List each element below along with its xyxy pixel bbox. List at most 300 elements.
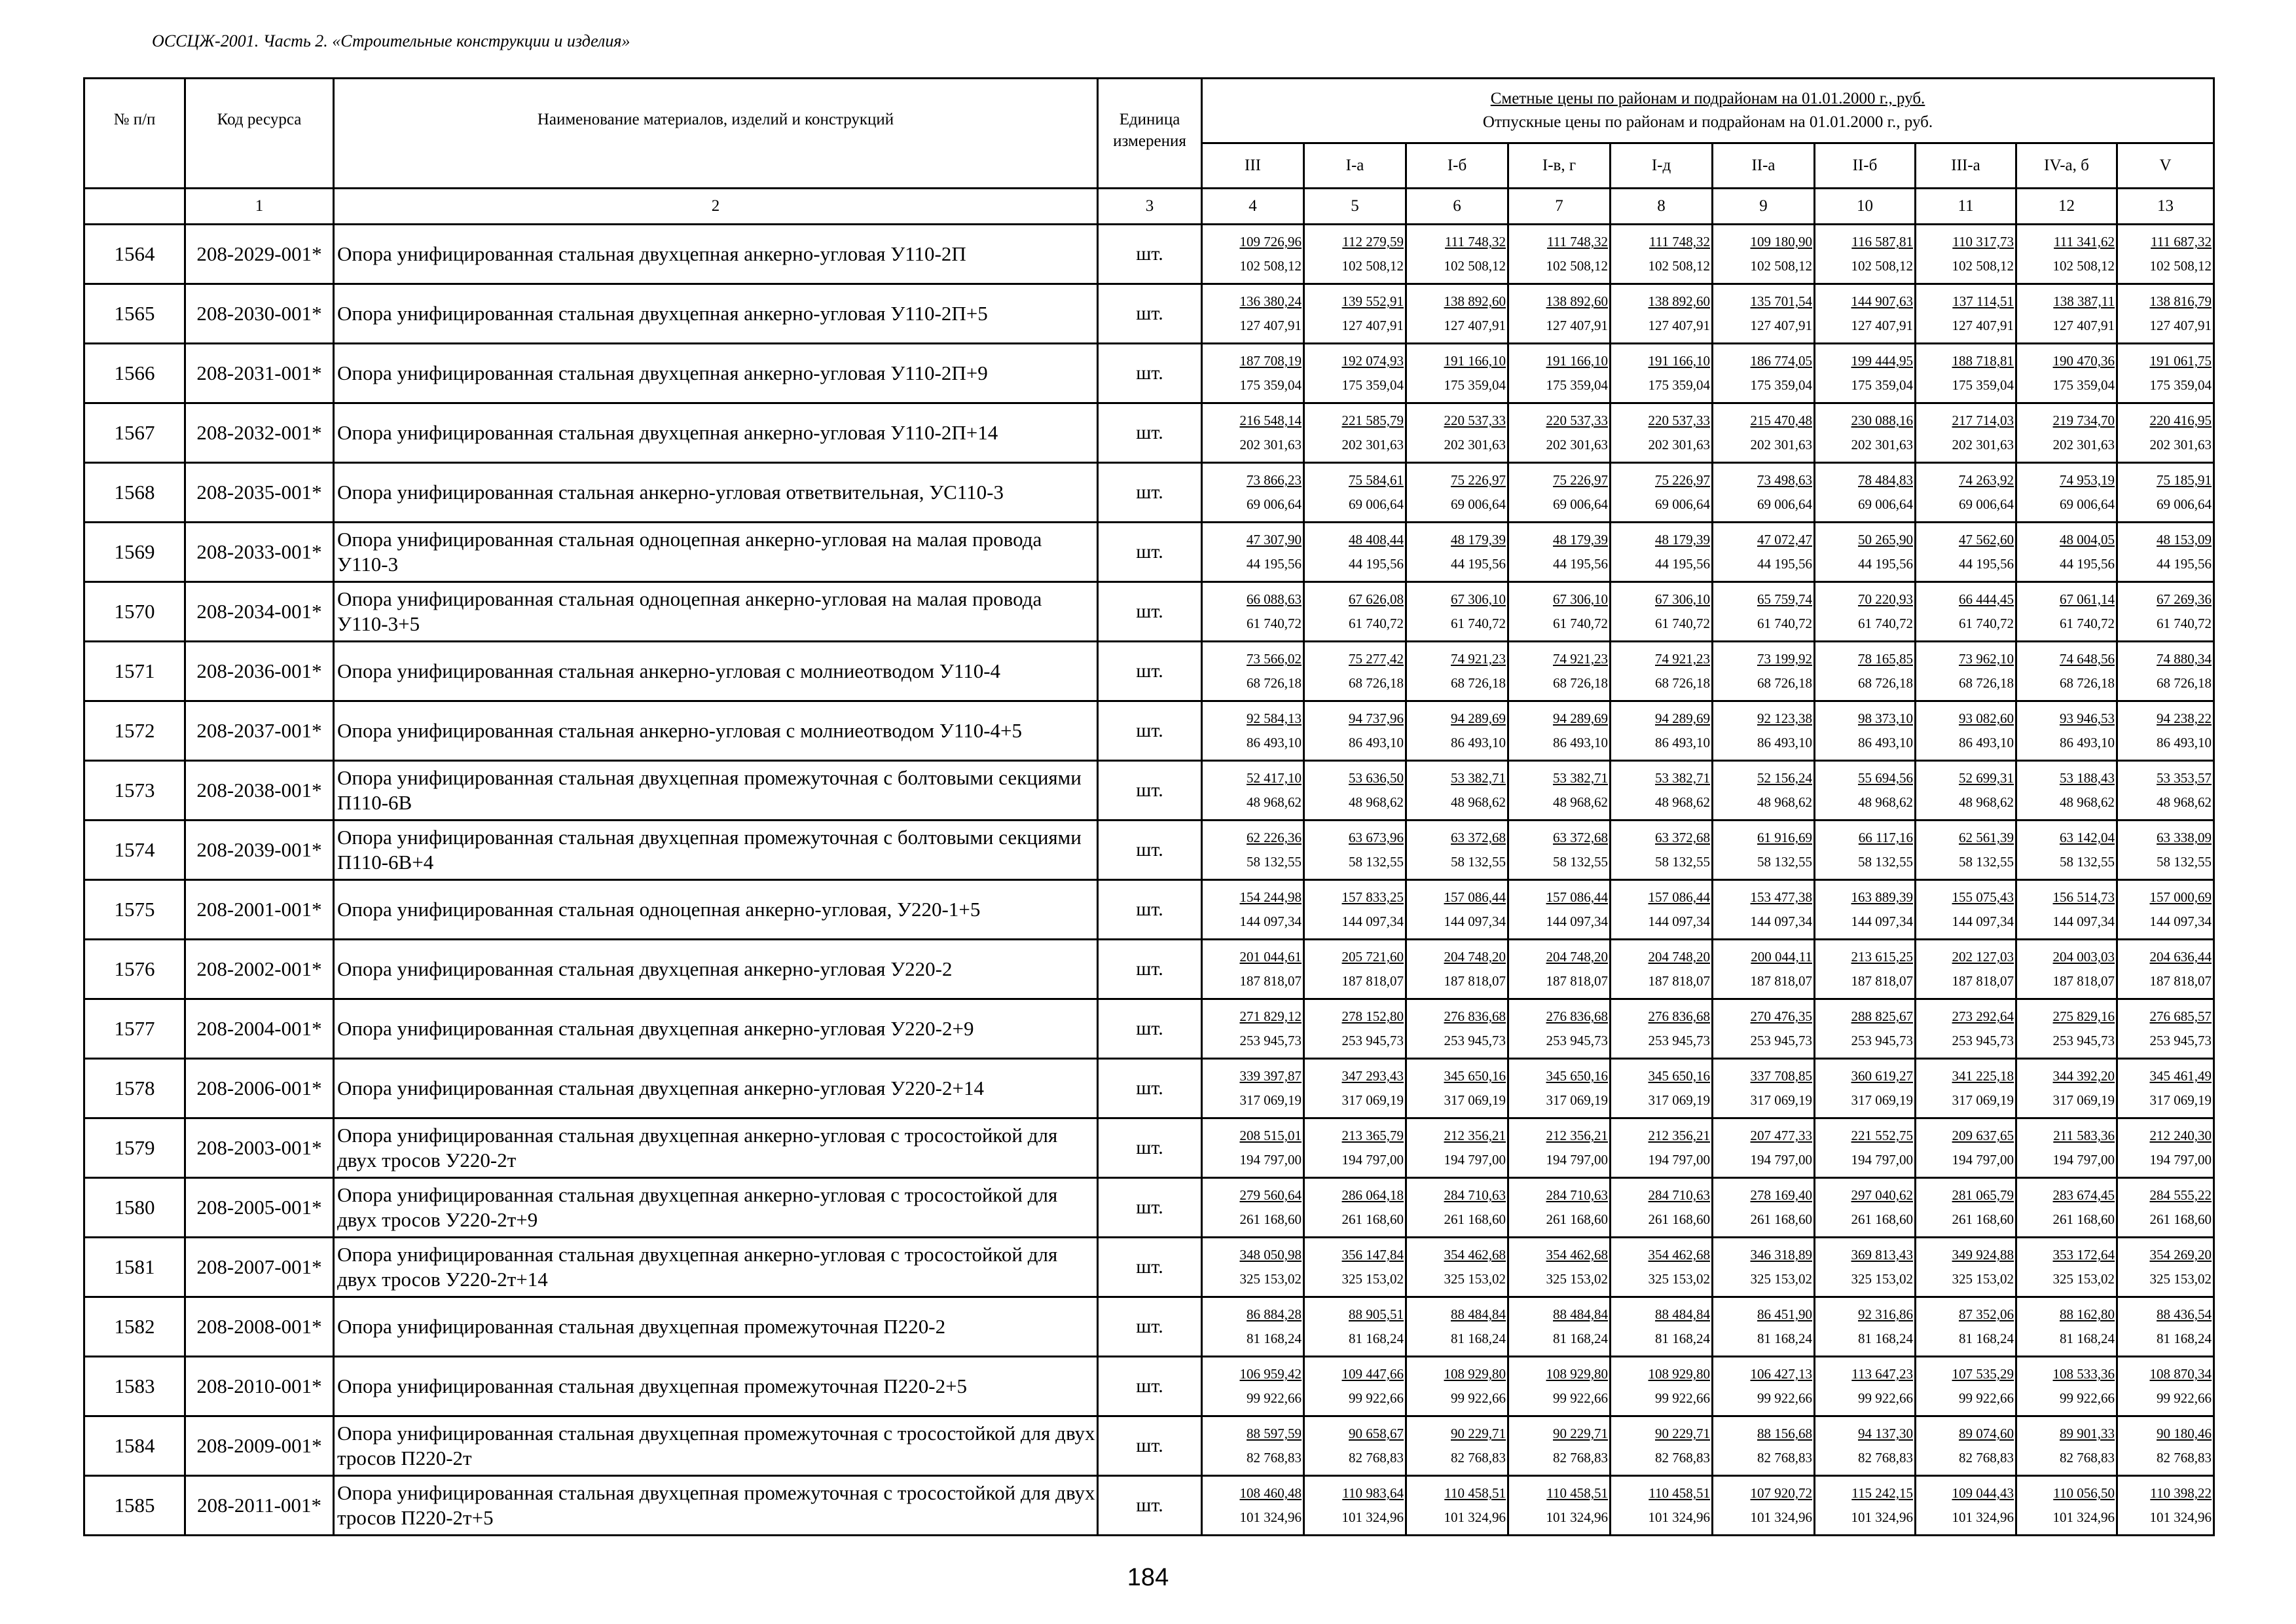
price-cell (1202, 403, 1304, 463)
price-cell (1713, 463, 1815, 523)
resource-code: 208-2010-001* (185, 1357, 334, 1416)
price-cell (2117, 225, 2214, 284)
price-cell (1611, 940, 1713, 999)
price-cell (1713, 761, 1815, 821)
price-cell (1713, 1476, 1815, 1536)
header-prices-estimate: Сметные цены по районам и подрайонам на 01.01.2000 г., руб. (1490, 89, 1925, 107)
estimate-price: 137 114,51 (1952, 293, 2014, 310)
release-price: 175 359,04 (2149, 377, 2212, 393)
release-price: 253 945,73 (1341, 1033, 1404, 1048)
estimate-price: 349 924,88 (1952, 1247, 2014, 1263)
estimate-price: 86 884,28 (1247, 1306, 1302, 1323)
price-cell (1815, 1238, 1916, 1297)
table-row (84, 821, 2214, 880)
price-cell (1406, 999, 1508, 1059)
release-price: 82 768,83 (1451, 1450, 1506, 1466)
price-cell (1815, 880, 1916, 940)
price-cell (1508, 1357, 1611, 1416)
release-price: 99 922,66 (1553, 1390, 1608, 1406)
estimate-price: 74 921,23 (1451, 651, 1506, 667)
price-cell (1713, 225, 1815, 284)
estimate-price: 88 484,84 (1655, 1306, 1710, 1323)
estimate-price: 88 436,54 (2157, 1306, 2212, 1323)
price-cell (1508, 403, 1611, 463)
price-cell (1713, 1118, 1815, 1178)
estimate-price: 67 306,10 (1451, 591, 1506, 608)
price-cell (2117, 1357, 2214, 1416)
price-cell (2016, 821, 2117, 880)
unit-of-measure: шт. (1098, 880, 1202, 940)
estimate-price: 284 710,63 (1444, 1187, 1506, 1204)
release-price: 261 168,60 (1648, 1211, 1710, 1227)
resource-code: 208-2030-001* (185, 284, 334, 344)
resource-code: 208-2037-001* (185, 701, 334, 761)
estimate-price: 90 180,46 (2157, 1426, 2212, 1442)
estimate-price: 67 626,08 (1349, 591, 1404, 608)
estimate-price: 108 460,48 (1239, 1485, 1302, 1502)
release-price: 86 493,10 (2060, 735, 2115, 750)
price-cell (1202, 225, 1304, 284)
header-region: V (2117, 143, 2214, 189)
price-cell (1815, 403, 1916, 463)
release-price: 99 922,66 (1959, 1390, 2014, 1406)
row-number: 1580 (84, 1178, 185, 1238)
row-number: 1582 (84, 1297, 185, 1357)
release-price: 48 968,62 (1349, 794, 1404, 810)
estimate-price: 204 003,03 (2052, 949, 2115, 965)
price-cell (1508, 284, 1611, 344)
release-price: 202 301,63 (1341, 437, 1404, 452)
item-name: Опора унифицированная стальная двухцепная анкерно-угловая У110-2П+5 (334, 284, 1098, 344)
estimate-price: 88 162,80 (2060, 1306, 2115, 1323)
release-price: 61 740,72 (1858, 616, 1913, 631)
estimate-price: 270 476,35 (1750, 1008, 1812, 1025)
release-price: 187 818,07 (2052, 973, 2115, 989)
estimate-price: 191 166,10 (1648, 353, 1710, 369)
release-price: 102 508,12 (1546, 258, 1608, 274)
release-price: 325 153,02 (1851, 1271, 1913, 1287)
unit-of-measure: шт. (1098, 701, 1202, 761)
column-number-blank (84, 189, 185, 225)
estimate-price: 275 829,16 (2052, 1008, 2115, 1025)
release-price: 58 132,55 (1959, 854, 2014, 870)
release-price: 82 768,83 (2060, 1450, 2115, 1466)
table-row (84, 761, 2214, 821)
estimate-price: 138 387,11 (2053, 293, 2115, 310)
price-cell (1202, 940, 1304, 999)
price-cell (1713, 344, 1815, 403)
price-cell (1406, 463, 1508, 523)
release-price: 81 168,24 (1247, 1331, 1302, 1346)
row-number: 1572 (84, 701, 185, 761)
release-price: 69 006,64 (1553, 496, 1608, 512)
release-price: 69 006,64 (2060, 496, 2115, 512)
price-cell (2117, 940, 2214, 999)
price-cell (1916, 1476, 2016, 1536)
price-cell (2016, 701, 2117, 761)
release-price: 202 301,63 (1648, 437, 1710, 452)
estimate-price: 74 880,34 (2157, 651, 2212, 667)
price-cell (1916, 701, 2016, 761)
resource-code: 208-2033-001* (185, 523, 334, 582)
estimate-price: 63 372,68 (1553, 830, 1608, 846)
price-cell (1815, 284, 1916, 344)
release-price: 325 153,02 (1444, 1271, 1506, 1287)
release-price: 202 301,63 (2149, 437, 2212, 452)
estimate-price: 67 306,10 (1553, 591, 1608, 608)
price-cell (1406, 1357, 1508, 1416)
release-price: 325 153,02 (1239, 1271, 1302, 1287)
release-price: 69 006,64 (1451, 496, 1506, 512)
release-price: 261 168,60 (1546, 1211, 1608, 1227)
release-price: 194 797,00 (1239, 1152, 1302, 1168)
release-price: 81 168,24 (1451, 1331, 1506, 1346)
price-cell (1713, 1238, 1815, 1297)
table-row (84, 880, 2214, 940)
estimate-price: 48 004,05 (2060, 532, 2115, 548)
estimate-price: 92 584,13 (1247, 710, 1302, 727)
item-name: Опора унифицированная стальная двухцепная анкерно-угловая У110-2П+9 (334, 344, 1098, 403)
item-name: Опора унифицированная стальная двухцепная анкерно-угловая У220-2 (334, 940, 1098, 999)
price-cell (1304, 701, 1406, 761)
page-number: 184 (1127, 1564, 1169, 1591)
price-cell (2117, 463, 2214, 523)
estimate-price: 53 188,43 (2060, 770, 2115, 786)
release-price: 187 818,07 (1648, 973, 1710, 989)
release-price: 101 324,96 (2052, 1509, 2115, 1525)
release-price: 102 508,12 (1851, 258, 1913, 274)
estimate-price: 136 380,24 (1239, 293, 1302, 310)
estimate-price: 65 759,74 (1757, 591, 1812, 608)
header-name: Наименование материалов, изделий и конструкций (334, 79, 1098, 189)
estimate-price: 73 199,92 (1757, 651, 1812, 667)
release-price: 61 740,72 (1451, 616, 1506, 631)
release-price: 44 195,56 (1349, 556, 1404, 572)
release-price: 202 301,63 (1444, 437, 1506, 452)
resource-code: 208-2003-001* (185, 1118, 334, 1178)
release-price: 261 168,60 (1952, 1211, 2014, 1227)
release-price: 69 006,64 (1247, 496, 1302, 512)
price-cell (1916, 880, 2016, 940)
estimate-price: 74 648,56 (2060, 651, 2115, 667)
estimate-price: 47 562,60 (1959, 532, 2014, 548)
table-row (84, 463, 2214, 523)
price-cell (1202, 642, 1304, 701)
estimate-price: 157 086,44 (1648, 889, 1710, 906)
release-price: 261 168,60 (1444, 1211, 1506, 1227)
estimate-price: 273 292,64 (1952, 1008, 2014, 1025)
release-price: 317 069,19 (1239, 1092, 1302, 1108)
estimate-price: 186 774,05 (1750, 353, 1812, 369)
table-row (84, 1416, 2214, 1476)
price-cell (1611, 821, 1713, 880)
estimate-price: 108 929,80 (1444, 1366, 1506, 1382)
item-name: Опора унифицированная стальная двухцепная анкерно-угловая У220-2+14 (334, 1059, 1098, 1118)
row-number: 1564 (84, 225, 185, 284)
header-code: Код ресурса (185, 79, 334, 189)
release-price: 44 195,56 (1858, 556, 1913, 572)
price-cell (2117, 642, 2214, 701)
estimate-price: 345 650,16 (1444, 1068, 1506, 1084)
release-price: 61 740,72 (1757, 616, 1812, 631)
price-cell (1406, 1476, 1508, 1536)
price-cell (1508, 1118, 1611, 1178)
price-cell (1406, 642, 1508, 701)
release-price: 58 132,55 (1451, 854, 1506, 870)
table-row (84, 1476, 2214, 1536)
resource-code: 208-2011-001* (185, 1476, 334, 1536)
row-number: 1585 (84, 1476, 185, 1536)
price-cell (1713, 284, 1815, 344)
price-cell (1508, 999, 1611, 1059)
release-price: 127 407,91 (1546, 318, 1608, 333)
estimate-price: 191 166,10 (1546, 353, 1608, 369)
header-region: I-б (1406, 143, 1508, 189)
release-price: 99 922,66 (1247, 1390, 1302, 1406)
price-cell (1304, 1059, 1406, 1118)
release-price: 187 818,07 (1239, 973, 1302, 989)
estimate-price: 94 289,69 (1553, 710, 1608, 727)
release-price: 187 818,07 (1341, 973, 1404, 989)
price-cell (1916, 403, 2016, 463)
release-price: 81 168,24 (1757, 1331, 1812, 1346)
release-price: 81 168,24 (2157, 1331, 2212, 1346)
price-cell (2016, 1238, 2117, 1297)
item-name: Опора унифицированная стальная двухцепная анкерно-угловая У110-2П+14 (334, 403, 1098, 463)
estimate-price: 200 044,11 (1751, 949, 1812, 965)
estimate-price: 47 307,90 (1247, 532, 1302, 548)
estimate-price: 345 650,16 (1546, 1068, 1608, 1084)
resource-code: 208-2031-001* (185, 344, 334, 403)
header-no: № п/п (84, 79, 185, 189)
estimate-price: 106 959,42 (1239, 1366, 1302, 1382)
price-cell (1508, 880, 1611, 940)
estimate-price: 66 117,16 (1858, 830, 1913, 846)
price-cell (1304, 1416, 1406, 1476)
unit-of-measure: шт. (1098, 1238, 1202, 1297)
row-number: 1575 (84, 880, 185, 940)
price-cell (2117, 1118, 2214, 1178)
unit-of-measure: шт. (1098, 1416, 1202, 1476)
release-price: 68 726,18 (1349, 675, 1404, 691)
release-price: 86 493,10 (1247, 735, 1302, 750)
price-cell (1304, 1238, 1406, 1297)
price-cell (1611, 403, 1713, 463)
price-cell (1815, 463, 1916, 523)
price-cell (2016, 999, 2117, 1059)
release-price: 253 945,73 (1750, 1033, 1812, 1048)
price-cell (1815, 344, 1916, 403)
price-cell (1611, 344, 1713, 403)
estimate-price: 188 718,81 (1952, 353, 2014, 369)
price-cell (1611, 1059, 1713, 1118)
item-name: Опора унифицированная стальная анкерно-угловая ответвительная, УС110-3 (334, 463, 1098, 523)
estimate-price: 212 356,21 (1444, 1128, 1506, 1144)
price-cell (1406, 821, 1508, 880)
estimate-price: 297 040,62 (1851, 1187, 1913, 1204)
price-cell (1815, 225, 1916, 284)
estimate-price: 55 694,56 (1858, 770, 1913, 786)
item-name: Опора унифицированная стальная двухцепная анкерно-угловая с тросостойкой для двух тросов У220-2т+9 (334, 1178, 1098, 1238)
estimate-price: 74 921,23 (1655, 651, 1710, 667)
price-cell (1916, 1297, 2016, 1357)
estimate-price: 138 816,79 (2149, 293, 2212, 310)
release-price: 48 968,62 (1858, 794, 1913, 810)
release-price: 82 768,83 (1349, 1450, 1404, 1466)
price-cell (1815, 1476, 1916, 1536)
release-price: 69 006,64 (2157, 496, 2212, 512)
estimate-price: 155 075,43 (1952, 889, 2014, 906)
price-cell (1304, 1297, 1406, 1357)
release-price: 99 922,66 (2157, 1390, 2212, 1406)
estimate-price: 220 537,33 (1648, 413, 1710, 429)
estimate-price: 360 619,27 (1851, 1068, 1913, 1084)
row-number: 1581 (84, 1238, 185, 1297)
release-price: 101 324,96 (1952, 1509, 2014, 1525)
release-price: 175 359,04 (1239, 377, 1302, 393)
column-number: 1 (185, 189, 334, 225)
release-price: 325 153,02 (1546, 1271, 1608, 1287)
price-cell (1713, 642, 1815, 701)
price-cell (1611, 642, 1713, 701)
estimate-price: 63 142,04 (2060, 830, 2115, 846)
price-cell (1916, 582, 2016, 642)
release-price: 44 195,56 (1655, 556, 1710, 572)
estimate-price: 157 086,44 (1546, 889, 1608, 906)
price-cell (1202, 1059, 1304, 1118)
estimate-price: 89 901,33 (2060, 1426, 2115, 1442)
release-price: 44 195,56 (2157, 556, 2212, 572)
release-price: 86 493,10 (1553, 735, 1608, 750)
price-cell (2016, 523, 2117, 582)
price-cell (1304, 761, 1406, 821)
price-cell (2117, 1238, 2214, 1297)
estimate-price: 74 921,23 (1553, 651, 1608, 667)
estimate-price: 213 365,79 (1341, 1128, 1404, 1144)
estimate-price: 50 265,90 (1858, 532, 1913, 548)
row-number: 1567 (84, 403, 185, 463)
estimate-price: 75 584,61 (1349, 472, 1404, 489)
item-name: Опора унифицированная стальная анкерно-угловая с молниеотводом У110-4+5 (334, 701, 1098, 761)
estimate-price: 75 226,97 (1451, 472, 1506, 489)
estimate-price: 204 748,20 (1546, 949, 1608, 965)
release-price: 99 922,66 (1451, 1390, 1506, 1406)
price-cell (1406, 940, 1508, 999)
estimate-price: 92 316,86 (1858, 1306, 1913, 1323)
price-cell (2016, 1178, 2117, 1238)
price-cell (1916, 1357, 2016, 1416)
price-cell (1916, 225, 2016, 284)
release-price: 58 132,55 (1553, 854, 1608, 870)
row-number: 1579 (84, 1118, 185, 1178)
header-prices (1202, 79, 2214, 143)
price-cell (1815, 701, 1916, 761)
table-row (84, 1178, 2214, 1238)
price-cell (1815, 1416, 1916, 1476)
release-price: 61 740,72 (1553, 616, 1608, 631)
unit-of-measure: шт. (1098, 999, 1202, 1059)
estimate-price: 62 561,39 (1959, 830, 2014, 846)
release-price: 48 968,62 (1655, 794, 1710, 810)
price-cell (1304, 940, 1406, 999)
header-region: III (1202, 143, 1304, 189)
estimate-price: 191 061,75 (2149, 353, 2212, 369)
item-name: Опора унифицированная стальная двухцепная анкерно-угловая с тросостойкой для двух тросов У220-2т (334, 1118, 1098, 1178)
release-price: 317 069,19 (1546, 1092, 1608, 1108)
release-price: 127 407,91 (1648, 318, 1710, 333)
estimate-price: 93 946,53 (2060, 710, 2115, 727)
estimate-price: 138 892,60 (1546, 293, 1608, 310)
item-name: Опора унифицированная стальная одноцепная анкерно-угловая на малая провода У110-3+5 (334, 582, 1098, 642)
release-price: 187 818,07 (1444, 973, 1506, 989)
price-cell (1713, 1178, 1815, 1238)
row-number: 1568 (84, 463, 185, 523)
release-price: 194 797,00 (1341, 1152, 1404, 1168)
unit-of-measure: шт. (1098, 1476, 1202, 1536)
unit-of-measure: шт. (1098, 463, 1202, 523)
release-price: 187 818,07 (1546, 973, 1608, 989)
release-price: 82 768,83 (2157, 1450, 2212, 1466)
estimate-price: 88 905,51 (1349, 1306, 1404, 1323)
estimate-price: 112 279,59 (1342, 234, 1404, 250)
release-price: 144 097,34 (1851, 913, 1913, 929)
resource-code: 208-2004-001* (185, 999, 334, 1059)
price-cell (1202, 761, 1304, 821)
release-price: 325 153,02 (1952, 1271, 2014, 1287)
release-price: 99 922,66 (1655, 1390, 1710, 1406)
row-number: 1577 (84, 999, 185, 1059)
release-price: 175 359,04 (1444, 377, 1506, 393)
table-row (84, 403, 2214, 463)
estimate-price: 163 889,39 (1851, 889, 1913, 906)
price-cell (1713, 821, 1815, 880)
price-cell (1508, 761, 1611, 821)
release-price: 48 968,62 (1553, 794, 1608, 810)
release-price: 58 132,55 (1349, 854, 1404, 870)
estimate-price: 354 269,20 (2149, 1247, 2212, 1263)
price-cell (1304, 403, 1406, 463)
column-number: 7 (1508, 189, 1611, 225)
price-cell (1713, 403, 1815, 463)
item-name: Опора унифицированная стальная двухцепная промежуточная П220-2 (334, 1297, 1098, 1357)
estimate-price: 107 920,72 (1750, 1485, 1812, 1502)
row-number: 1569 (84, 523, 185, 582)
release-price: 48 968,62 (1247, 794, 1302, 810)
release-price: 127 407,91 (1952, 318, 2014, 333)
price-cell (1611, 701, 1713, 761)
price-cell (1815, 1357, 1916, 1416)
price-cell (1713, 523, 1815, 582)
release-price: 58 132,55 (1757, 854, 1812, 870)
release-price: 127 407,91 (1239, 318, 1302, 333)
table-row (84, 1297, 2214, 1357)
price-cell (2117, 1178, 2214, 1238)
estimate-price: 111 748,32 (1547, 234, 1608, 250)
estimate-price: 204 748,20 (1444, 949, 1506, 965)
release-price: 99 922,66 (1858, 1390, 1913, 1406)
estimate-price: 144 907,63 (1851, 293, 1913, 310)
price-cell (2016, 284, 2117, 344)
release-price: 82 768,83 (1553, 1450, 1608, 1466)
estimate-price: 283 674,45 (2052, 1187, 2115, 1204)
estimate-price: 48 408,44 (1349, 532, 1404, 548)
release-price: 58 132,55 (1655, 854, 1710, 870)
unit-of-measure: шт. (1098, 1059, 1202, 1118)
estimate-price: 191 166,10 (1444, 353, 1506, 369)
price-cell (1713, 1059, 1815, 1118)
release-price: 68 726,18 (1858, 675, 1913, 691)
estimate-price: 284 555,22 (2149, 1187, 2212, 1204)
